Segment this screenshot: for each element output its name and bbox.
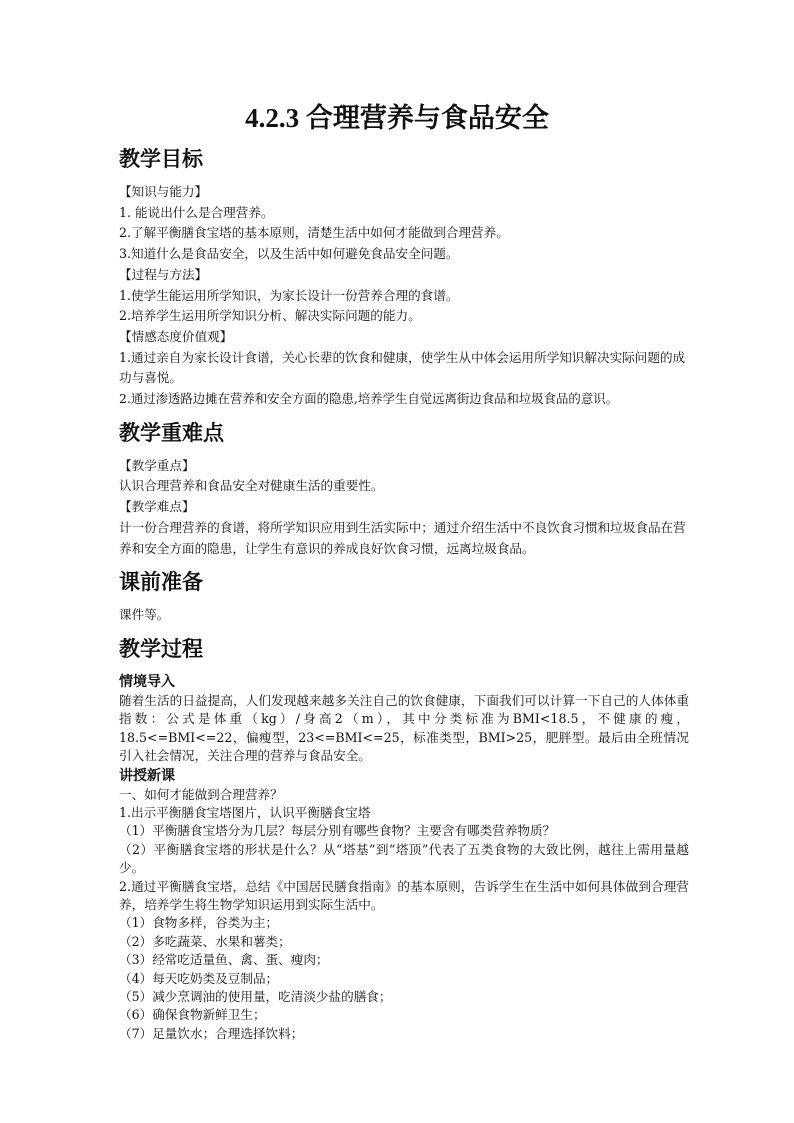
knowledge-item-3: 3.知道什么是食品安全，以及生活中如何避免食品安全问题。: [119, 246, 459, 262]
step-1-item-1: （1）平衡膳食宝塔分为几层？每层分别有哪些食物？主要含有哪类营养物质？: [119, 823, 556, 839]
section-heading-process: 教学过程: [119, 635, 203, 661]
process-method-label: 【过程与方法】: [119, 266, 208, 282]
step-2: 2.通过平衡膳食宝塔，总结《中国居民膳食指南》的基本原则，告诉学生在生活中如何具体做到合理营养，培养学生将生物学知识运用到实际生活中。: [119, 878, 689, 913]
section-heading-keypoints: 教学重难点: [119, 419, 224, 445]
knowledge-label: 【知识与能力】: [119, 184, 208, 199]
principle-7: （7）足量饮水；合理选择饮料；: [119, 1025, 304, 1041]
section-heading-objectives: 教学目标: [119, 146, 203, 171]
section-heading-preparation: 课前准备: [119, 569, 203, 595]
process-method-item-1: 1.使学生能运用所学知识，为家长设计一份营养合理的食谱。: [119, 287, 459, 303]
intro-text: 随着生活的日益提高，人们发现越来越多关注自己的饮食健康，下面我们可以计算一下自己的人体体重指数：公式是体重（kg）/身高2（m），其中分类标准为BMI<18.5，不健康的瘦，18.5<=BMI<=22，偏瘦型，23<=BMI<=25，标准类型，BMI>25，肥胖型。最后由全班情况引入社会情况，关注合理的营养与食品安全。: [119, 692, 689, 764]
new-lesson-heading: 讲授新课: [119, 767, 175, 784]
difficulty-label: 【教学难点】: [119, 499, 195, 515]
emotion-item-2: 2.通过渗透路边摊在营养和安全方面的隐患,培养学生自觉远离街边食品和垃圾食品的意识。: [119, 391, 618, 407]
principle-2: （2）多吃蔬菜、水果和薯类；: [119, 933, 291, 949]
focus-text: 认识合理营养和食品安全对健康生活的重要性。: [119, 478, 384, 494]
knowledge-item-2: 2.了解平衡膳食宝塔的基本原则，清楚生活中如何才能做到合理营养。: [119, 225, 509, 241]
question-1: 一、如何才能做到合理营养？: [119, 786, 283, 802]
principle-4: （4）每天吃奶类及豆制品；: [119, 970, 279, 986]
document-title: 4.2.3 合理营养与食品安全: [245, 103, 549, 133]
emotion-item-1: 1.通过亲自为家长设计食谱，关心长辈的饮食和健康，使学生从中体会运用所学知识解决实际问题的成功与喜悦。: [119, 349, 686, 386]
emotion-label: 【情感态度价值观】: [119, 328, 233, 344]
knowledge-item-1: 1. 能说出什么是合理营养。: [119, 204, 274, 220]
step-1: 1.出示平衡膳食宝塔图片，认识平衡膳食宝塔: [119, 804, 371, 820]
step-1-item-2: （2）平衡膳食宝塔的形状是什么？从“塔基”到“塔顶”代表了五类食物的大致比例，越往上需用量越少。: [119, 841, 689, 876]
principle-5: （5）减少烹调油的使用量，吃清淡少盐的膳食；: [119, 989, 392, 1005]
focus-label: 【教学重点】: [119, 457, 195, 473]
process-method-item-2: 2.培养学生运用所学知识分析、解决实际问题的能力。: [119, 308, 421, 324]
principle-1: （1）食物多样，谷类为主；: [119, 915, 279, 931]
principle-6: （6）确保食物新鲜卫生；: [119, 1007, 266, 1023]
document-body: [119, 144, 689, 1043]
principle-3: （3）经常吃适量鱼、禽、蛋、瘦肉；: [119, 952, 329, 968]
intro-heading: 情境导入: [119, 673, 175, 690]
preparation-text: 课件等。: [119, 607, 170, 623]
difficulty-text: 计一份合理营养的食谱，将所学知识应用到生活实际中；通过介绍生活中不良饮食习惯和垃圾食品在营养和安全方面的隐患，让学生有意识的养成良好饮食习惯，远离垃圾食品。: [119, 519, 686, 556]
